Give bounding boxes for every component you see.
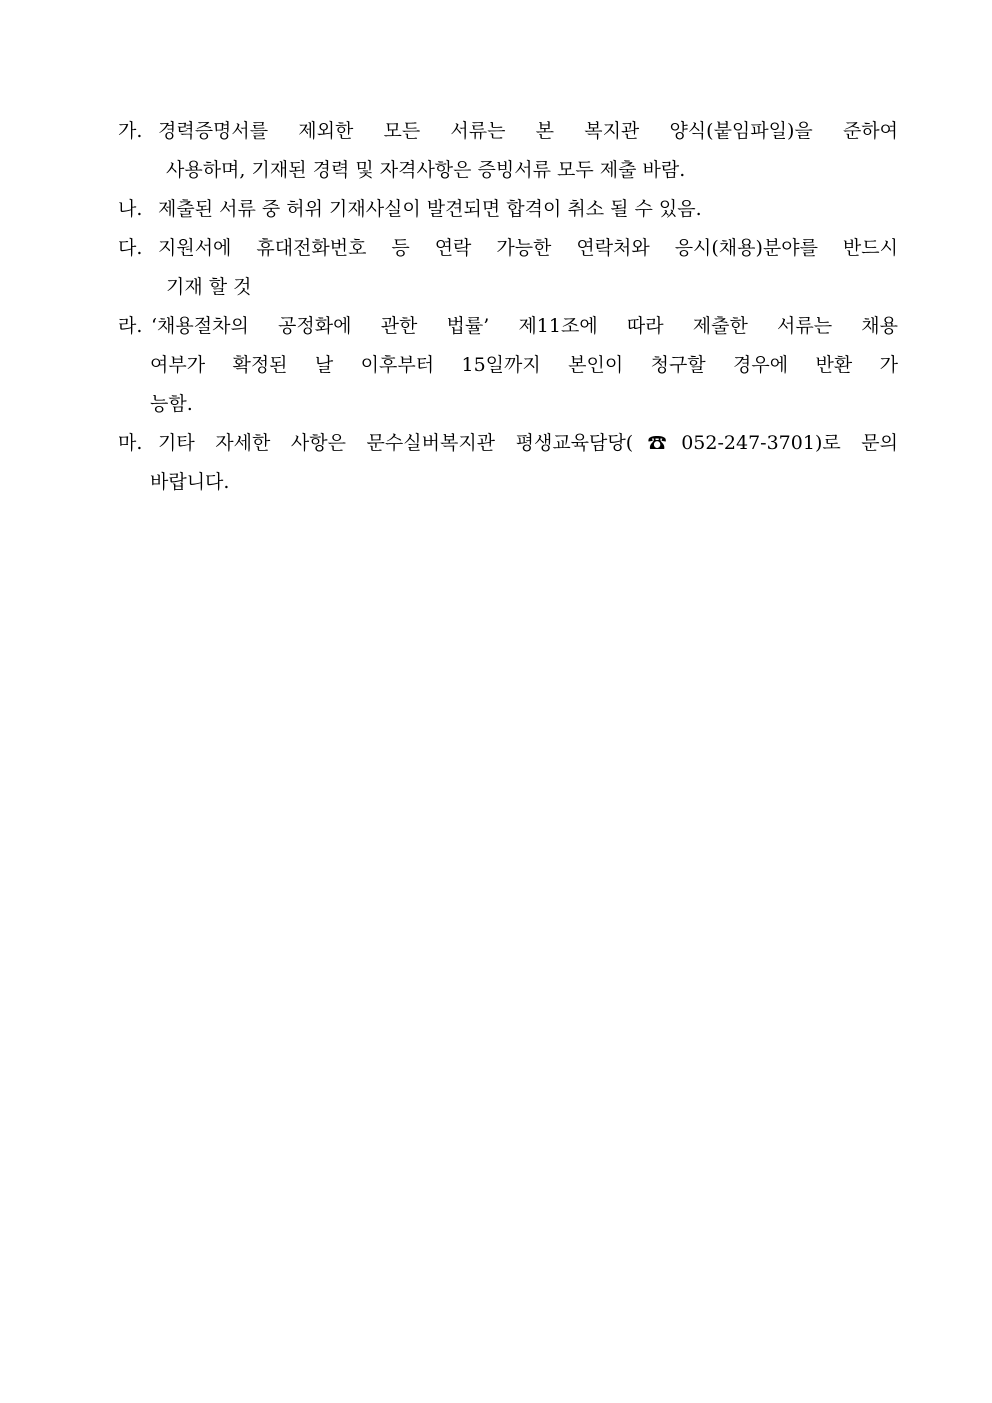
notice-text-line: 여부가 확정된 날 이후부터 15일까지 본인이 청구할 경우에 반환 가	[150, 354, 898, 376]
notice-text-line: 기타 자세한 사항은 문수실버복지관 평생교육담당(☎052-247-3701)로 문의	[158, 432, 898, 454]
notice-text-line: 바랍니다.	[150, 471, 230, 493]
notice-marker: 가.	[118, 120, 143, 142]
notice-text-line: 사용하며, 기재된 경력 및 자격사항은 증빙서류 모두 제출 바람.	[166, 159, 686, 181]
notice-text-line: 지원서에 휴대전화번호 등 연락 가능한 연락처와 응시(채용)분야를 반드시	[158, 237, 898, 259]
notice-marker: 마.	[118, 432, 143, 454]
notice-marker: 나.	[118, 198, 143, 220]
notice-text-line: 제출된 서류 중 허위 기재사실이 발견되면 합격이 취소 될 수 있음.	[158, 198, 702, 220]
notice-marker: 다.	[118, 237, 143, 259]
notice-item-ga	[118, 112, 898, 190]
notice-marker: 라.	[118, 315, 143, 337]
notice-text-line: 능함.	[150, 393, 193, 415]
notice-text-line: 기재 할 것	[166, 276, 252, 298]
notice-text-line: 경력증명서를 제외한 모든 서류는 본 복지관 양식(붙임파일)을 준하여	[158, 120, 898, 142]
notice-item-na	[118, 190, 898, 229]
notice-item-ra	[118, 307, 898, 424]
notice-item-da	[118, 229, 898, 307]
notice-list	[118, 112, 898, 502]
notice-text-line: ‘채용절차의 공정화에 관한 법률’ 제11조에 따라 제출한 서류는 채용	[151, 315, 898, 337]
notice-item-ma	[118, 424, 898, 502]
